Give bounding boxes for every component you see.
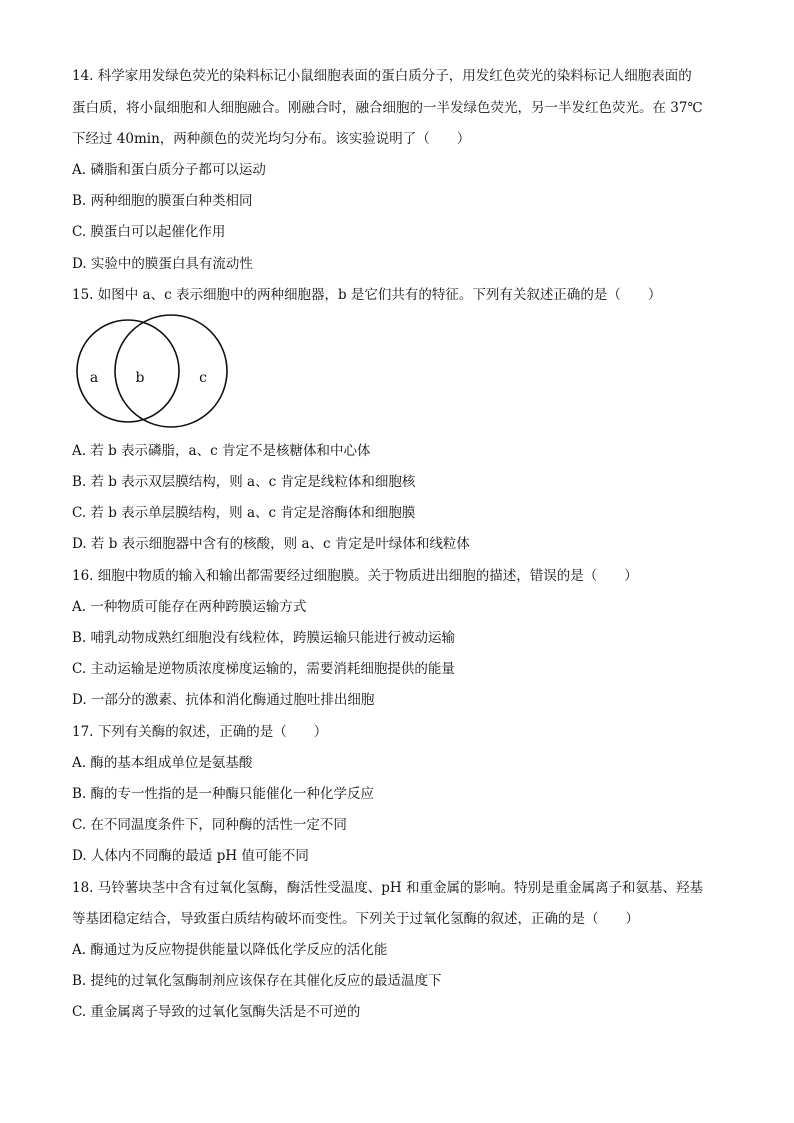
q14-option-a: A. 磷脂和蛋白质分子都可以运动	[72, 162, 266, 178]
q16-option-a: A. 一种物质可能存在两种跨膜运输方式	[72, 599, 307, 615]
q15-option-c: C. 若 b 表示单层膜结构，则 a、c 肯定是溶酶体和细胞膜	[72, 505, 416, 521]
q18-stem-line-1: 18. 马铃薯块茎中含有过氧化氢酶，酶活性受温度、pH 和重金属的影响。特别是重金属离子和氨基、羟基	[72, 880, 703, 896]
q18-option-b: B. 提纯的过氧化氢酶制剂应该保存在其催化反应的最适温度下	[72, 973, 442, 989]
q18-stem-line-2: 等基团稳定结合，导致蛋白质结构破坏而变性。下列关于过氧化氢酶的叙述，正确的是（ ）	[72, 911, 639, 927]
q17-stem-line-1: 17. 下列有关酶的叙述，正确的是（ ）	[72, 724, 328, 740]
q18-option-c: C. 重金属离子导致的过氧化氢酶失活是不可逆的	[72, 1004, 361, 1020]
q17-option-d: D. 人体内不同酶的最适 pH 值可能不同	[72, 848, 309, 864]
q14-stem-line-3: 下经过 40min，两种颜色的荧光均匀分布。该实验说明了（ ）	[72, 131, 471, 147]
q14-option-d: D. 实验中的膜蛋白具有流动性	[72, 256, 253, 272]
q15-option-b: B. 若 b 表示双层膜结构，则 a、c 肯定是线粒体和细胞核	[72, 474, 416, 490]
label-a: a	[89, 370, 99, 386]
q15-option-a: A. 若 b 表示磷脂，a、c 肯定不是核糖体和中心体	[72, 443, 371, 459]
q14-stem-line-2: 蛋白质，将小鼠细胞和人细胞融合。刚融合时，融合细胞的一半发绿色荧光，另一半发红色荧光。在 37℃	[72, 100, 703, 116]
q18-option-a: A. 酶通过为反应物提供能量以降低化学反应的活化能	[72, 942, 388, 958]
q16-option-b: B. 哺乳动物成熟红细胞没有线粒体，跨膜运输只能进行被动运输	[72, 630, 456, 646]
q16-stem-line-1: 16. 细胞中物质的输入和输出都需要经过细胞膜。关于物质进出细胞的描述，错误的是（ ）	[72, 568, 638, 584]
q17-option-a: A. 酶的基本组成单位是氨基酸	[72, 755, 253, 771]
circle-c	[115, 315, 227, 427]
q15-stem-line-1: 15. 如图中 a、c 表示细胞中的两种细胞器，b 是它们共有的特征。下列有关叙述正确的是（ ）	[72, 287, 662, 303]
label-b: b	[135, 370, 145, 386]
q14-option-b: B. 两种细胞的膜蛋白种类相同	[72, 193, 253, 209]
q15-option-d: D. 若 b 表示细胞器中含有的核酸，则 a、c 肯定是叶绿体和线粒体	[72, 536, 470, 552]
venn-diagram	[72, 312, 234, 430]
q17-option-b: B. 酶的专一性指的是一种酶只能催化一种化学反应	[72, 786, 375, 802]
q16-option-c: C. 主动运输是逆物质浓度梯度运输的，需要消耗细胞提供的能量	[72, 661, 455, 677]
label-c: c	[199, 370, 207, 386]
q16-option-d: D. 一部分的激素、抗体和消化酶通过胞吐排出细胞	[72, 692, 375, 708]
q17-option-c: C. 在不同温度条件下，同种酶的活性一定不同	[72, 817, 347, 833]
q14-stem-line-1: 14. 科学家用发绿色荧光的染料标记小鼠细胞表面的蛋白质分子，用发红色荧光的染料标记人细胞表面的	[72, 68, 692, 84]
q14-option-c: C. 膜蛋白可以起催化作用	[72, 224, 226, 240]
